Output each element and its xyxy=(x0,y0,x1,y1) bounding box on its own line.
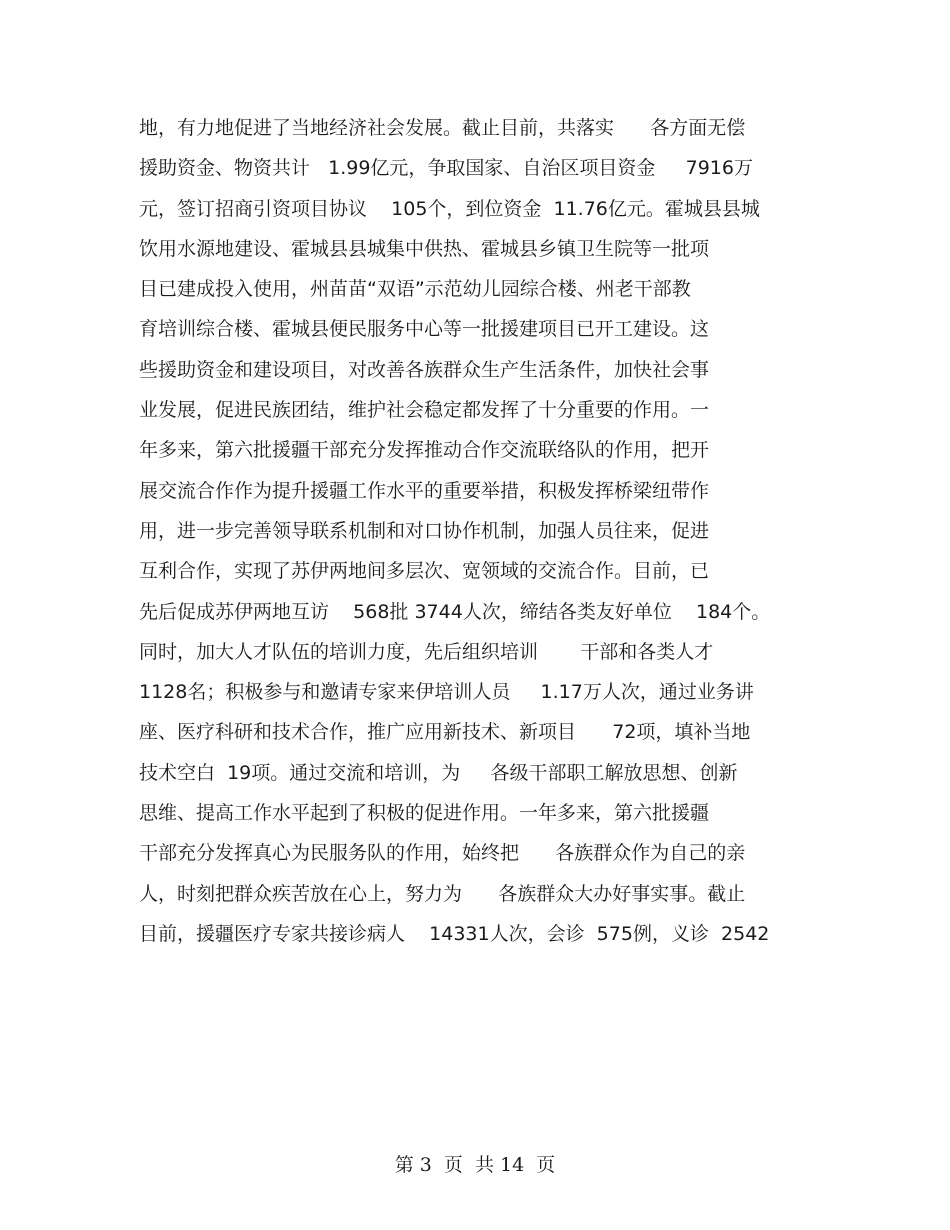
text-line: 座、医疗科研和技术合作，推广应用新技术、新项目 72项，填补当地 xyxy=(139,721,751,744)
text-line: 年多来，第六批援疆干部充分发挥推动合作交流联络队的作用，把开 xyxy=(139,439,710,462)
text-line: 展交流合作作为提升援疆工作水平的重要举措，积极发挥桥梁纽带作 xyxy=(139,479,710,502)
text-line: 用，进一步完善领导联系机制和对口协作机制，加强人员往来，促进 xyxy=(139,519,710,542)
text-line: 人，时刻把群众疾苦放在心上，努力为 各族群众大办好事实事。截止 xyxy=(139,882,746,905)
text-line: 技术空白 19项。通过交流和培训，为 各级干部职工解放思想、创新 xyxy=(139,761,738,784)
text-line: 育培训综合楼、霍城县便民服务中心等一批援建项目已开工建设。这 xyxy=(139,318,710,341)
text-line: 目前，援疆医疗专家共接诊病人 14331人次，会诊 575例，义诊 2542 xyxy=(139,922,770,945)
text-line: 援助资金、物资共计 1.99亿元，争取国家、自治区项目资金 7916万 xyxy=(139,157,753,180)
body-text xyxy=(139,108,819,954)
text-line: 元，签订招商引资项目协议 105个，到位资金 11.76亿元。霍城县县城 xyxy=(139,197,760,220)
text-line: 同时，加大人才队伍的培训力度，先后组织培训 干部和各类人才 xyxy=(139,640,714,663)
text-line: 饮用水源地建设、霍城县县城集中供热、霍城县乡镇卫生院等一批项 xyxy=(139,237,710,260)
text-line: 地，有力地促进了当地经济社会发展。截止目前，共落实 各方面无偿 xyxy=(139,117,746,139)
text-line: 些援助资金和建设项目，对改善各族群众生产生活条件，加快社会事 xyxy=(139,358,710,381)
text-line: 业发展，促进民族团结，维护社会稳定都发挥了十分重要的作用。一 xyxy=(139,399,710,422)
text-line: 思维、提高工作水平起到了积极的促进作用。一年多来，第六批援疆 xyxy=(139,802,710,825)
text-line: 干部充分发挥真心为民服务队的作用，始终把 各族群众作为自己的亲 xyxy=(139,842,746,865)
text-line: 目已建成投入使用，州苗苗“双语”示范幼儿园综合楼、州老干部教 xyxy=(139,278,691,301)
text-line: 互利合作，实现了苏伊两地间多层次、宽领域的交流合作。目前，已 xyxy=(139,560,710,583)
text-line: 1128名；积极参与和邀请专家来伊培训人员 1.17万人次，通过业务讲 xyxy=(139,681,754,704)
text-line: 先后促成苏伊两地互访 568批 3744人次，缔结各类友好单位 184个。 xyxy=(139,600,771,623)
page-footer: 第 3 页 共 14 页 xyxy=(394,1154,556,1176)
